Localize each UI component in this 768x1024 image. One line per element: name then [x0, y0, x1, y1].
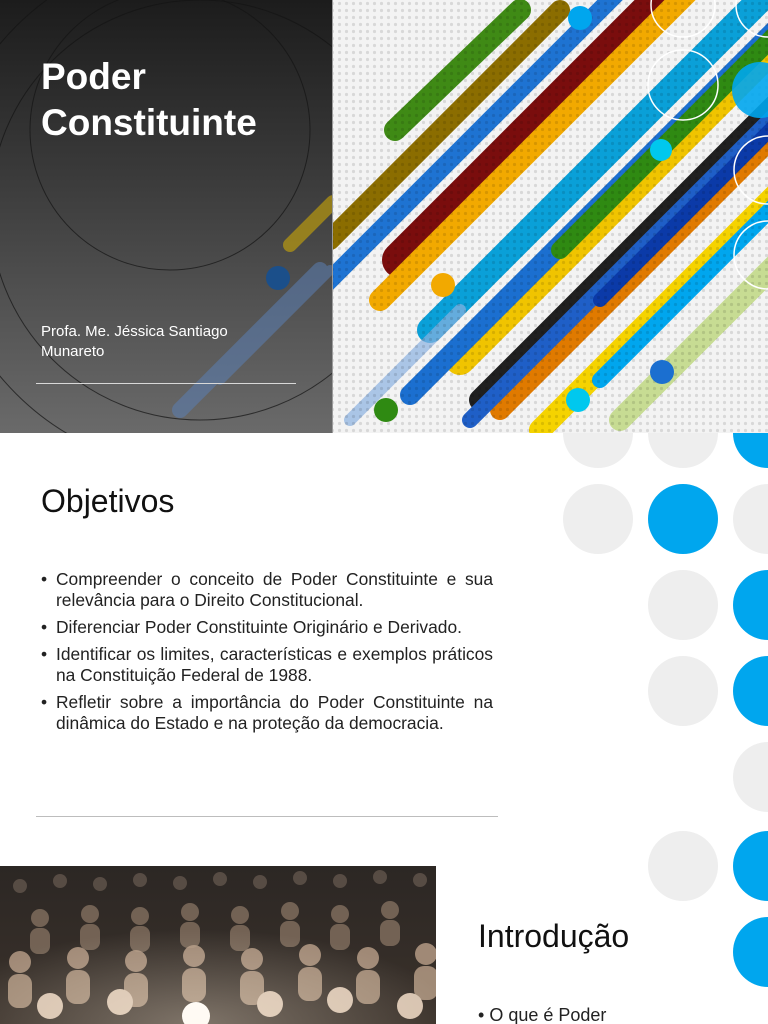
objective-text: Compreender o conceito de Poder Constituinte e sua relevância para o Direito Constitucional. — [56, 569, 493, 610]
title-line-1: Poder — [41, 56, 146, 97]
list-item — [41, 569, 493, 611]
title-panel — [0, 0, 333, 433]
crowd-figures-photo — [0, 866, 436, 1024]
bullet-glyph: • — [41, 692, 48, 712]
objectives-divider — [36, 816, 498, 817]
bullet-glyph: • — [41, 644, 48, 664]
title-divider — [36, 383, 296, 384]
list-item — [41, 617, 493, 638]
crowd-figures-illustration — [0, 866, 436, 1024]
author-name: Profa. Me. Jéssica Santiago Munareto — [41, 323, 228, 360]
objectives-list — [41, 569, 493, 740]
slide-introduction[interactable] — [0, 866, 768, 1024]
objectives-heading: Objetivos — [41, 483, 175, 519]
list-item — [41, 644, 493, 686]
bullet-glyph: • — [41, 569, 48, 589]
bullet-glyph: • — [478, 1005, 485, 1024]
introduction-heading: Introdução — [478, 918, 630, 954]
presentation-title — [41, 54, 257, 146]
slide-title[interactable] — [0, 0, 768, 433]
objective-text: Diferenciar Poder Constituinte Originário e Derivado. — [56, 617, 462, 637]
introduction-list-item — [478, 1005, 606, 1024]
title-line-2: Constituinte — [41, 102, 257, 143]
list-item — [41, 692, 493, 734]
bullet-glyph: • — [41, 617, 48, 637]
slide-objectives[interactable] — [0, 433, 768, 866]
objective-text: Refletir sobre a importância do Poder Constituinte na dinâmica do Estado e na proteção da democracia. — [56, 692, 493, 733]
objective-text: Identificar os limites, características e exemplos práticos na Constituição Federal de 1988. — [56, 644, 493, 685]
introduction-text: O que é Poder — [489, 1005, 607, 1024]
